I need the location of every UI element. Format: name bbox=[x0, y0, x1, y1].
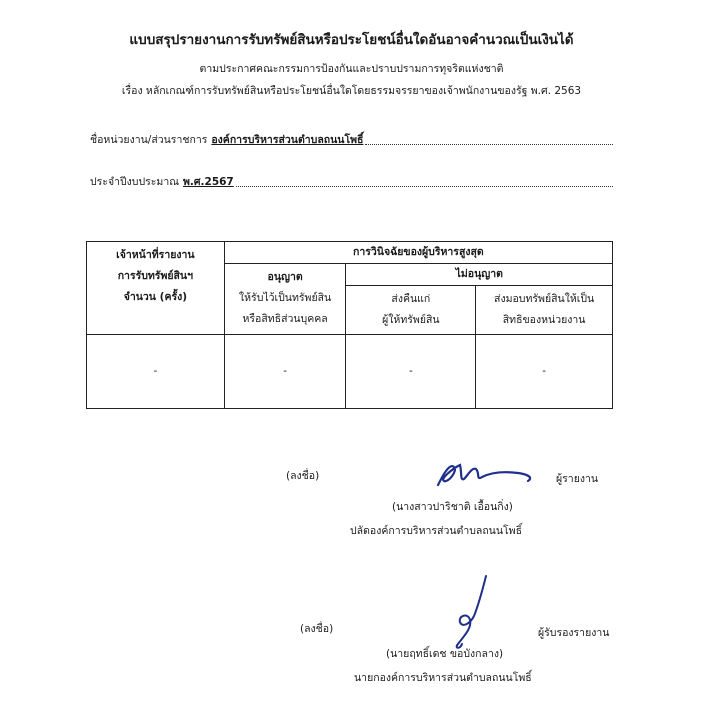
reporter-name: (นางสาวปาริชาติ เอื้อนกิ่ง) bbox=[392, 501, 513, 513]
fiscal-year-dotted-line bbox=[236, 185, 613, 187]
agency-value: องค์การบริหารส่วนตำบลถนนโพธิ์ bbox=[211, 134, 364, 146]
announcement-line: ตามประกาศคณะกรรมการป้องกันและปราบปรามการทุจริตแห่งชาติ bbox=[199, 63, 504, 75]
deny-transfer-header bbox=[476, 286, 613, 335]
decision-header: การวินิจฉัยของผู้บริหารสูงสุด bbox=[224, 242, 612, 264]
approver-name: (นายฤทธิ์เดช ขอบังกลาง) bbox=[386, 648, 504, 660]
deny-return-header bbox=[346, 286, 476, 335]
subject-line: เรื่อง หลักเกณฑ์การรับทรัพย์สินหรือประโยชน์อื่นใดโดยธรรมจรรยาของเจ้าพนักงานของรัฐ พ.ศ. 2563 bbox=[121, 85, 582, 97]
value-allow: - bbox=[224, 335, 346, 409]
approver-signature bbox=[440, 572, 500, 650]
allow-header-line1: ให้รับไว้เป็นทรัพย์สิน bbox=[239, 292, 332, 304]
allow-header-line2: หรือสิทธิส่วนบุคคล bbox=[242, 313, 328, 325]
deny-header: ไม่อนุญาต bbox=[346, 264, 613, 286]
agency-dotted-line bbox=[365, 143, 613, 145]
approver-position: นายกองค์การบริหารส่วนตำบลถนนโพธิ์ bbox=[354, 672, 532, 684]
reporter-count-header-line1: เจ้าหน้าที่รายงาน bbox=[116, 249, 195, 261]
fiscal-year-label: ประจำปีงบประมาณ bbox=[90, 176, 179, 188]
form-title: แบบสรุปรายงานการรับทรัพย์สินหรือประโยชน์อื่นใดอันอาจคำนวณเป็นเงินได้ bbox=[129, 32, 574, 48]
value-deny-return: - bbox=[346, 335, 476, 409]
deny-return-line1: ส่งคืนแก่ bbox=[391, 293, 431, 305]
reporter-position: ปลัดองค์การบริหารส่วนตำบลถนนโพธิ์ bbox=[350, 525, 523, 537]
reporter-count-header bbox=[87, 242, 225, 335]
reporter-signature bbox=[430, 455, 550, 491]
decision-table bbox=[86, 241, 613, 409]
approver-role-label: ผู้รับรองรายงาน bbox=[538, 627, 610, 639]
approver-sign-label: (ลงชื่อ) bbox=[300, 623, 334, 635]
reporter-sign-label: (ลงชื่อ) bbox=[286, 470, 320, 482]
reporter-count-header-line3: จำนวน (ครั้ง) bbox=[123, 291, 188, 303]
value-report-count: - bbox=[87, 335, 225, 409]
allow-header bbox=[224, 264, 346, 335]
deny-transfer-line2: สิทธิของหน่วยงาน bbox=[502, 314, 586, 326]
allow-header-title: อนุญาต bbox=[267, 271, 303, 283]
reporter-count-header-line2: การรับทรัพย์สินฯ bbox=[117, 270, 194, 282]
deny-return-line2: ผู้ให้ทรัพย์สิน bbox=[382, 314, 440, 326]
deny-transfer-line1: ส่งมอบทรัพย์สินให้เป็น bbox=[494, 293, 595, 305]
agency-label: ชื่อหน่วยงาน/ส่วนราชการ bbox=[90, 134, 208, 146]
reporter-role-label: ผู้รายงาน bbox=[556, 473, 599, 485]
fiscal-year-field bbox=[90, 173, 613, 190]
value-deny-transfer: - bbox=[476, 335, 613, 409]
agency-field bbox=[90, 131, 613, 148]
fiscal-year-value: พ.ศ.2567 bbox=[182, 176, 234, 188]
